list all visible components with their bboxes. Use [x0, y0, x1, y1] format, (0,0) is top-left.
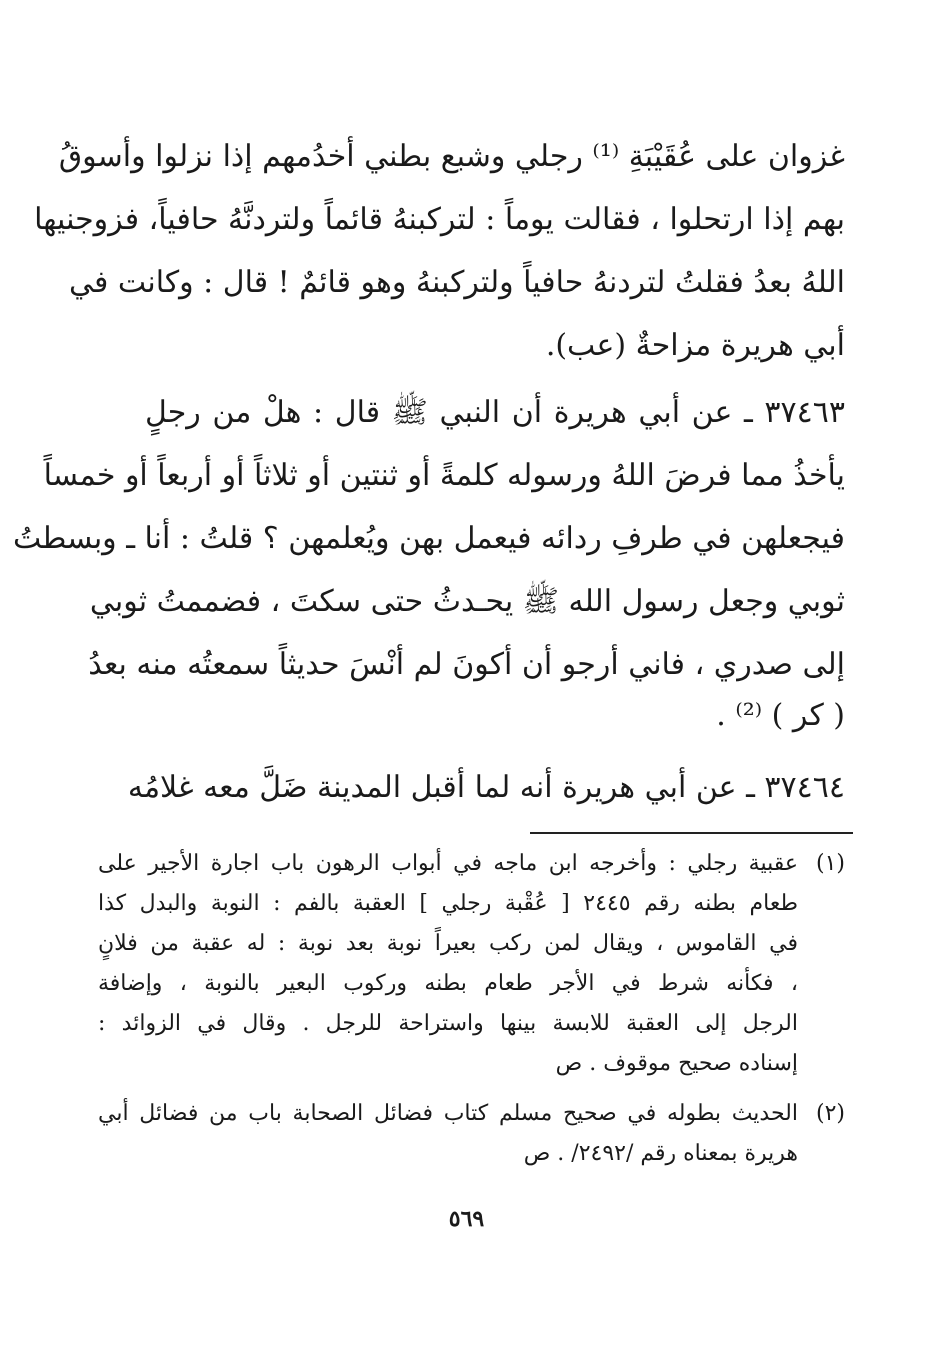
body-line-10: ( كر ) ⁽²⁾ . [716, 698, 845, 733]
footnote-1-line-6: إسناده صحيح موقوف . ص [555, 1051, 798, 1076]
body-line-2: بهم إذا ارتحلوا ، فقالت يوماً : لتركبنهُ قائماً ولتردنَّهُ حافياً، فزوجنيها [34, 202, 845, 237]
body-line-8: ثوبي وجعل رسول الله ﷺ يحـدثُ حتى سكتَ ، فضممتُ ثوبي [89, 584, 845, 619]
body-line-11: ٣٧٤٦٤ ـ عن أبي هريرة أنه لما أقبل المدينة ضَلَّ معه غلامُه [127, 770, 845, 805]
footnote-1-line-1: عقبية رجلي : وأخرجه ابن ماجه في أبواب الرهون باب اجارة الأجير على [98, 851, 798, 876]
body-line-6: يأخذُ مما فرضَ اللهُ ورسوله كلمةً أو ثنتين أو ثلاثاً أو أربعاً أو خمساً [43, 458, 845, 493]
footnote-2-line-2: هريرة بمعناه رقم /٢٤٩٢/ . ص [523, 1141, 798, 1166]
body-line-4: أبي هريرة مزاحةٌ (عب). [545, 328, 845, 363]
footnote-2-marker: (٢) [815, 1101, 845, 1126]
body-line-1: غزوان على عُقَيْبَةِ ⁽¹⁾ رجلي وشبع بطني أخدُمهم إذا نزلوا وأسوقُ [58, 139, 845, 174]
body-line-5: ٣٧٤٦٣ ـ عن أبي هريرة أن النبي ﷺ قال : هلْ من رجلٍ [145, 395, 845, 430]
page-number: ٥٦٩ [448, 1206, 485, 1232]
body-line-9: إلى صدري ، فاني أرجو أن أكونَ لم أنْسَ حديثاً سمعتُه منه بعدُ [88, 647, 845, 682]
footnote-1-line-2: طعام بطنه رقم ٢٤٤٥ [ عُقْبة رجلي ] العقبة بالفم : النوبة والبدل كذا [98, 891, 798, 916]
footnote-1-marker: (١) [815, 851, 845, 876]
footnote-1-line-5: الرجل إلى العقبة للابسة بينها واستراحة للرجل . وقال في الزوائد : [98, 1011, 798, 1036]
footnote-1-line-4: ، فكأنه شرط في الأجر طعام بطنه وركوب البعير بالنوبة ، وإضافة [98, 971, 798, 996]
footnote-divider [530, 832, 853, 834]
body-line-7: فيجعلهن في طرفِ ردائه فيعمل بهن ويُعلمهن ؟ قلتُ : أنا ـ وبسطتُ [13, 521, 845, 556]
footnote-2-line-1: الحديث بطوله في صحيح مسلم كتاب فضائل الصحابة باب من فضائل أبي [98, 1101, 798, 1126]
footnote-1-line-3: في القاموس ، ويقال لمن ركب بعيراً نوبة بعد نوبة : له عقبة من فلانٍ [98, 931, 798, 956]
body-line-3: اللهُ بعدُ فقلتُ لتردنهُ حافياً ولتركبنهُ وهو قائمٌ ! قال : وكانت في [69, 265, 845, 300]
